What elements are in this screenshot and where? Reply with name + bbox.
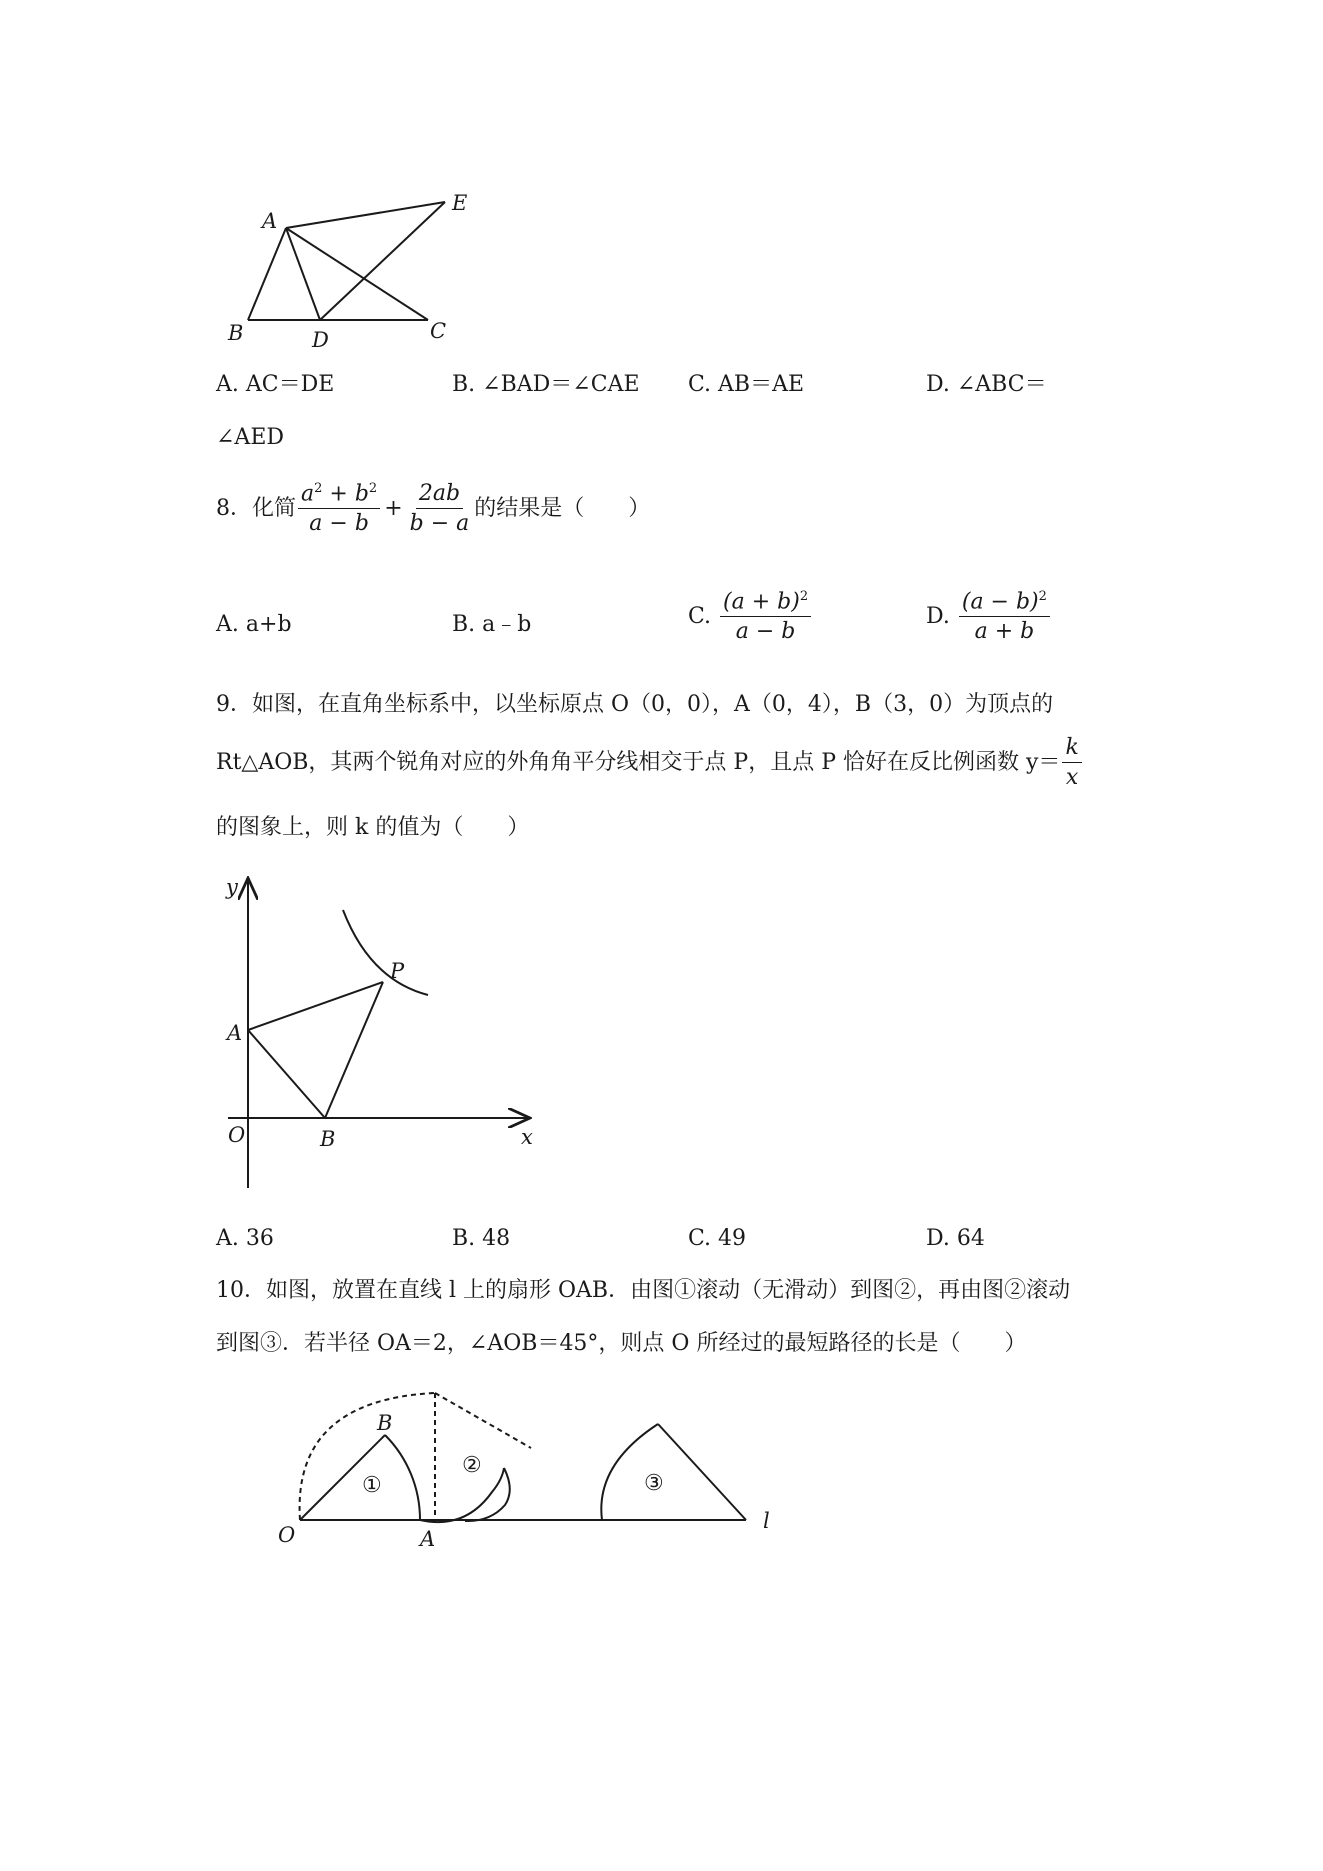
q8-option-c: C. $\frac{(a + b)^2}{a - b}$: [688, 590, 813, 644]
q8-plus: +: [384, 495, 403, 521]
label-C: C: [430, 319, 447, 343]
q9-line-2: Rt△AOB，其两个锐角对应的外角角平分线相交于点 P，且点 P 恰好在反比例函数 y＝ $\frac{k}{x}$: [216, 736, 1084, 789]
q10-line-1: 10．如图，放置在直线 l 上的扇形 OAB．由图①滚动（无滑动）到图②，再由图②滚动: [216, 1278, 1071, 1303]
label-circle-2: ②: [462, 1453, 482, 1478]
label-B: B: [320, 1127, 336, 1151]
q7-option-d: D. ∠ABC＝: [926, 372, 1047, 397]
label-O: O: [228, 1123, 246, 1147]
q7-triangle-figure: [200, 180, 500, 360]
q9-line-3: 的图象上，则 k 的值为（ ）: [216, 815, 530, 840]
q10-rolling-sector-figure: [270, 1380, 790, 1550]
segment-AD: [286, 228, 320, 320]
label-B: B: [377, 1411, 393, 1435]
q9-option-c: C. 49: [688, 1226, 747, 1251]
sector1-arc-AB: [385, 1435, 420, 1520]
q9-option-a: A. 36: [216, 1226, 274, 1251]
q8-tail: 的结果是（ ）: [474, 495, 651, 521]
q10-line-2: 到图③．若半径 OA＝2，∠AOB＝45°，则点 O 所经过的最短路径的长是（ ）: [216, 1331, 1027, 1356]
label-O: O: [278, 1523, 296, 1547]
segment-AC: [286, 228, 428, 320]
sector3-radius: [658, 1424, 746, 1520]
q8-stem: [216, 482, 650, 536]
q7-option-c: C. AB＝AE: [688, 372, 805, 397]
label-y: y: [226, 875, 238, 899]
segment-BP: [325, 982, 383, 1118]
q9-coordinate-figure: [210, 870, 550, 1200]
q8-number: 8．化简: [216, 495, 296, 521]
label-D: D: [312, 328, 329, 352]
q8-fraction-1: $\frac{a^2 + b^2}{a - b}$: [298, 482, 380, 536]
label-A: A: [262, 209, 278, 233]
q7-option-a: A. AC＝DE: [216, 372, 335, 397]
q8-option-a: A. a+b: [216, 612, 292, 637]
label-x: x: [521, 1125, 533, 1149]
segment-AP: [248, 982, 383, 1030]
label-circle-3: ③: [644, 1471, 664, 1496]
q8-option-b: B. a﹣b: [452, 612, 532, 637]
q7-option-b: B. ∠BAD＝∠CAE: [452, 372, 640, 397]
segment-AB: [248, 1030, 325, 1118]
label-l: l: [763, 1509, 770, 1533]
q7-option-d-cont: ∠AED: [216, 425, 285, 450]
segment-AB: [248, 228, 286, 320]
dashed-radius: [435, 1393, 531, 1448]
label-A: A: [420, 1527, 436, 1550]
q9-option-b: B. 48: [452, 1226, 511, 1251]
q9-line-1: 9．如图，在直角坐标系中，以坐标原点 O（0，0），A（0，4），B（3，0）为顶点的: [216, 692, 1054, 717]
q9-fraction: $\frac{k}{x}$: [1062, 736, 1081, 789]
q8-fraction-2: $\frac{2ab}{b - a}$: [409, 481, 470, 537]
label-circle-1: ①: [362, 1473, 382, 1498]
q9-option-d: D. 64: [926, 1226, 985, 1251]
label-A: A: [227, 1021, 243, 1045]
q8-option-d: D. $\frac{(a - b)^2}{a + b}$: [926, 590, 1052, 644]
label-B: B: [228, 321, 244, 345]
hyperbola-curve: [343, 910, 428, 995]
label-E: E: [452, 191, 468, 215]
label-P: P: [390, 959, 405, 983]
